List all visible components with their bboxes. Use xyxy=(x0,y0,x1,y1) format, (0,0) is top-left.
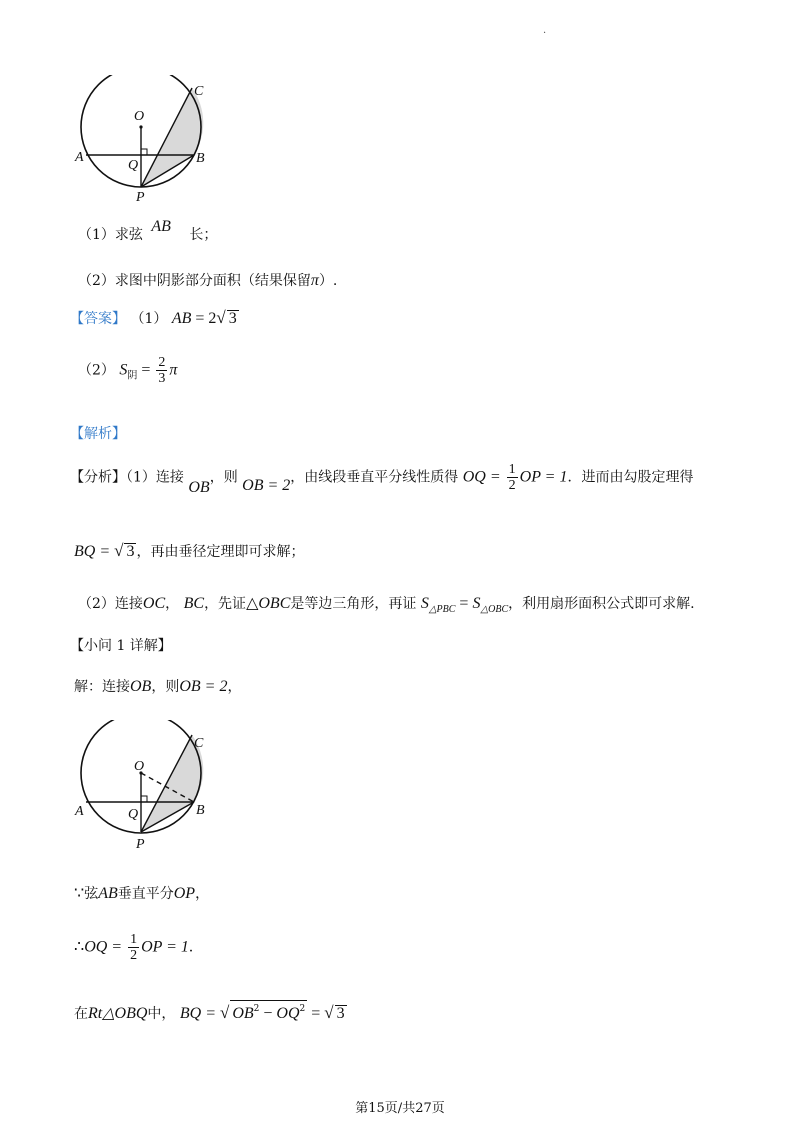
answer-2-s: S xyxy=(119,361,128,379)
fenxi-text-2: ，则 xyxy=(209,469,238,486)
answer-2-num: （2） xyxy=(78,362,115,379)
sol-2-ab: AB xyxy=(98,885,118,902)
fenxi-bq: BQ = xyxy=(74,543,115,560)
sol-2-a: 弦 xyxy=(84,886,99,902)
header-mark: · xyxy=(543,28,547,39)
sol-2-b: 垂直平分 xyxy=(117,886,174,902)
sol-1-ob: OB xyxy=(130,678,152,695)
sol-1-c: ， xyxy=(227,679,242,695)
therefore-symbol: ∴ xyxy=(74,938,85,956)
sol-4-bq: BQ = xyxy=(179,1005,220,1022)
sol-1-a: 解：连接 xyxy=(74,679,130,695)
sol-2-c: ， xyxy=(195,886,210,902)
label-o: O xyxy=(134,109,145,124)
because-symbol: ∵ xyxy=(74,885,85,902)
answer-line-2 xyxy=(78,355,177,386)
fenxi-line-2: BQ = √ 3 ，再由垂径定理即可求解； xyxy=(74,541,305,560)
answer-2-eq: = xyxy=(137,361,155,379)
p2-obc: OBC xyxy=(258,595,291,612)
fenxi-fraction: $\frac{1}{2}$ xyxy=(508,462,516,493)
p2-oc: OC xyxy=(142,595,166,612)
solution-line-1 xyxy=(74,676,241,696)
p2-text-a: （2）连接 xyxy=(78,596,143,612)
solution-line-3 xyxy=(74,932,193,963)
fenxi-oq: OQ = xyxy=(462,468,505,486)
fenxi-tag: 【分析】 xyxy=(70,469,126,486)
p2-text-c: ，先证 xyxy=(204,596,247,612)
sol-4-rad: 3 xyxy=(336,1005,345,1022)
label-c-2: C xyxy=(194,736,204,751)
p2-triangle: △ xyxy=(246,595,259,612)
sol-2-op: OP xyxy=(173,885,196,902)
point-o xyxy=(139,125,142,128)
fenxi-ob: OB xyxy=(188,478,210,496)
sol-4-radicand: $OB^2 - OQ^2$ xyxy=(230,1000,307,1022)
label-o-2: O xyxy=(134,759,145,774)
p2-s1: S xyxy=(420,595,429,612)
answer-2-fraction: $\frac{2}{3}$ xyxy=(158,355,166,386)
q1-suffix: 长； xyxy=(189,227,218,243)
right-angle-mark xyxy=(141,149,147,155)
answer-line-1: 【答案】 （1） AB = 2√ 3 xyxy=(70,308,237,327)
p2-bc: BC xyxy=(183,595,205,612)
p2-text-e: ，利用扇形面积公式即可求解. xyxy=(508,596,695,612)
label-a-2: A xyxy=(75,804,84,819)
page-footer: 第15页/共27页 xyxy=(355,1101,445,1116)
fenxi-text-4: ．进而由勾股定理得 xyxy=(567,469,694,486)
fenxi-text-3: ，由线段垂直平分线性质得 xyxy=(290,469,459,486)
answer-2-pi: π xyxy=(169,361,178,379)
label-q: Q xyxy=(128,158,139,173)
analysis-tag: 【解析】 xyxy=(70,426,126,442)
sol-3-fraction: $\frac{1}{2}$ xyxy=(130,932,138,963)
p2-eq: = xyxy=(455,595,473,612)
sol-1-b: ，则 xyxy=(151,679,180,695)
q1-prefix: 求弦 xyxy=(114,227,143,243)
sol-4-eq: = xyxy=(307,1005,325,1022)
figure-2 xyxy=(70,720,220,855)
q2-pi: π xyxy=(310,272,319,289)
answer-2-sub: 阴 xyxy=(127,370,138,382)
q2-text: 求图中阴影部分面积（结果保留 xyxy=(114,273,311,289)
answer-1-num: （1） xyxy=(130,311,168,327)
answer-tag: 【答案】 xyxy=(70,311,126,327)
sol-3-oq: OQ = xyxy=(84,938,127,956)
q1-number: （1） xyxy=(78,227,115,243)
label-p: P xyxy=(136,190,145,205)
right-angle-mark-2 xyxy=(141,796,147,802)
sol-3-end: . xyxy=(188,938,193,956)
answer-1-eq: = 2 xyxy=(191,310,217,327)
label-q-2: Q xyxy=(128,807,139,822)
q2-number: （2） xyxy=(78,273,115,289)
label-p-2: P xyxy=(136,837,145,852)
solution-line-4: 在Rt△OBQ中， BQ = √ $OB^2 - OQ^2$ = √ 3 xyxy=(74,1000,347,1023)
answer-1-lhs: AB xyxy=(171,310,192,327)
fenxi-ob-eq: OB = 2 xyxy=(242,476,291,494)
sol-4-a: 在 xyxy=(74,1006,88,1022)
shaded-region xyxy=(141,88,203,187)
sol-3-rest: OP = 1 xyxy=(141,938,189,956)
p2-text-d: 是等边三角形，再证 xyxy=(290,596,417,612)
fenxi-line-3 xyxy=(78,593,695,615)
label-a: A xyxy=(75,150,84,165)
small-question-tag: 【小问 1 详解】 xyxy=(70,638,172,654)
sol-1-eq: OB = 2 xyxy=(179,678,228,695)
q2-end: ）. xyxy=(318,273,338,289)
fenxi-text-1: （1）连接 xyxy=(126,469,184,486)
question-1 xyxy=(78,218,218,244)
question-2 xyxy=(78,270,337,290)
fenxi-op: OP = 1 xyxy=(519,468,568,486)
answer-1-rad: 3 xyxy=(228,310,237,327)
fenxi-text-5: ，再由垂径定理即可求解； xyxy=(136,544,305,560)
q1-var: AB xyxy=(151,218,171,235)
sol-4-tri: Rt△OBQ xyxy=(88,1005,148,1022)
figure-1 xyxy=(70,75,220,205)
label-b: B xyxy=(196,151,205,166)
fenxi-line-1 xyxy=(70,462,694,496)
label-c: C xyxy=(194,84,204,99)
p2-s2: S xyxy=(472,595,481,612)
fenxi-bq-rad: 3 xyxy=(126,543,135,560)
label-b-2: B xyxy=(196,803,205,818)
p2-text-b: ， xyxy=(165,596,180,612)
p2-s2-sub: △OBC xyxy=(480,604,509,615)
sol-4-b: 中， xyxy=(147,1006,176,1022)
solution-line-2 xyxy=(74,883,209,903)
p2-s1-sub: △PBC xyxy=(428,604,456,615)
